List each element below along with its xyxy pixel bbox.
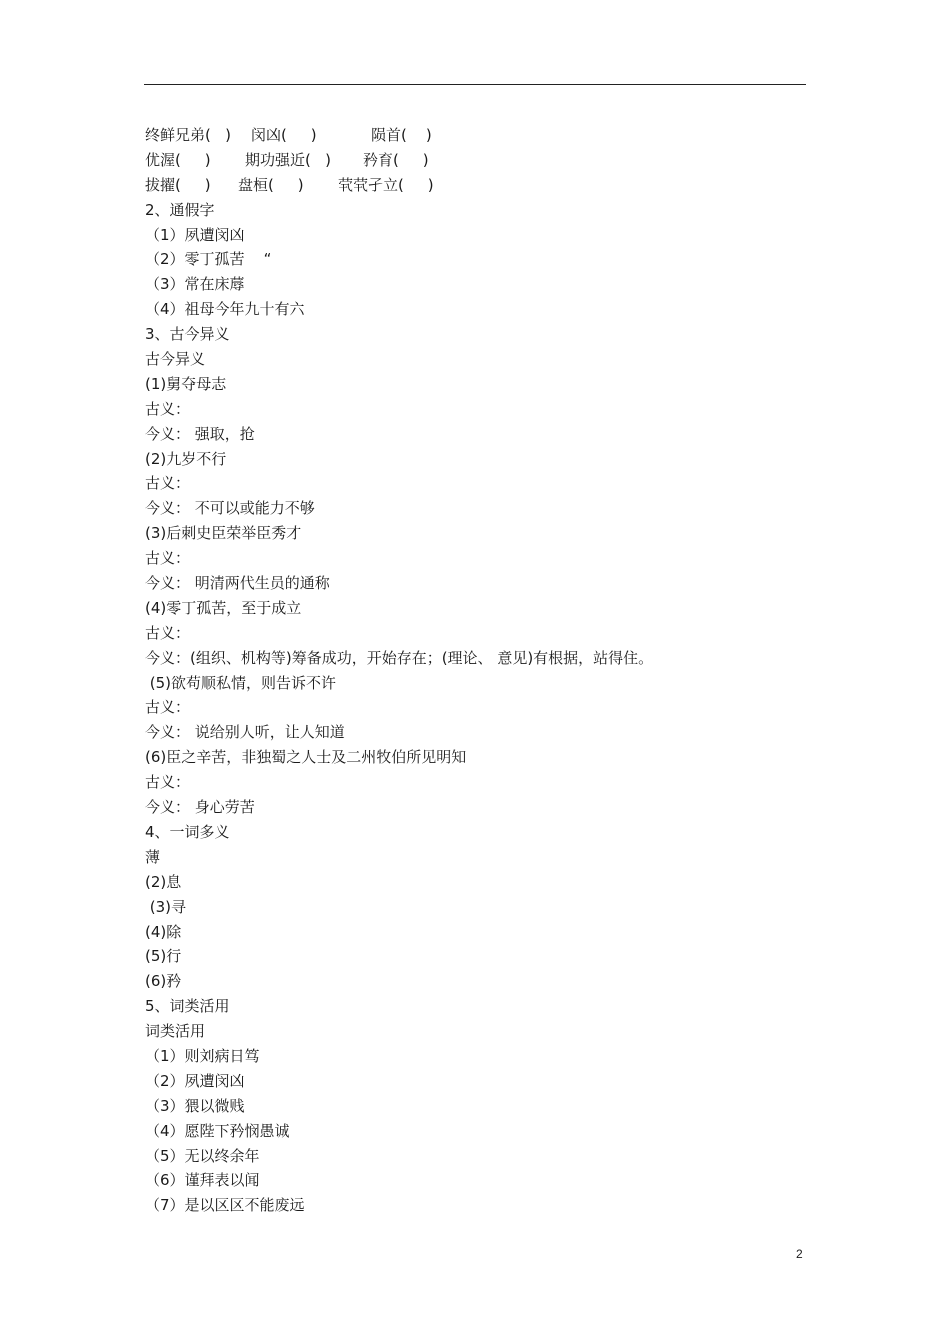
vocab-row [145, 123, 805, 148]
text-line: (3)寻 [145, 897, 187, 916]
vocab-item: 盘桓( ) [238, 175, 304, 194]
text-line: (4)除 [145, 922, 182, 941]
vocab-item: 陨首( ) [371, 126, 432, 144]
text-line: （3）常在床蓐 [145, 275, 245, 294]
section-heading: 3、古今异义 [145, 325, 230, 344]
text-line: (3)后刺史臣荣举臣秀才 [145, 524, 302, 543]
text-line: 今义： 明清两代生员的通称 [145, 574, 330, 593]
section-heading: 5、词类活用 [145, 997, 230, 1016]
text-line: (5)欲苟顺私情，则告诉不许 [145, 673, 337, 692]
text-line: (6)臣之辛苦，非独蜀之人士及二州牧伯所见明知 [145, 748, 467, 767]
text-line: （6）谨拜表以闻 [145, 1171, 260, 1190]
text-line: 古义： [145, 549, 191, 568]
text-line: 今义： 身心劳苦 [145, 798, 255, 817]
vocab-row [145, 173, 805, 198]
text-line: (5)行 [145, 947, 182, 966]
page-number: 2 [796, 1247, 803, 1261]
vocab-item: 终鲜兄弟( ) [145, 126, 232, 144]
text-line: （1）夙遭闵凶 [145, 225, 245, 244]
text-line: 古义： [145, 399, 191, 418]
text-line: 今义：(组织、机构等)筹备成功，开始存在；(理论、 意见)有根据，站得住。 [145, 648, 654, 667]
text-line: (2)息 [145, 872, 182, 891]
text-line: （4）愿陛下矜悯愚诚 [145, 1121, 290, 1140]
text-line: (1)舅夺母志 [145, 374, 227, 393]
subheading: 词类活用 [145, 1022, 206, 1041]
text-line: （1）则刘病日笃 [145, 1046, 260, 1065]
vocab-item: 矜育( ) [363, 150, 429, 169]
vocab-row [145, 148, 805, 173]
text-line: (6)矜 [145, 972, 182, 991]
section-heading: 4、一词多义 [145, 822, 230, 841]
text-line: （3）猥以微贱 [145, 1096, 245, 1115]
header-rule [144, 84, 806, 85]
text-line: (4)零丁孤苦，至于成立 [145, 598, 302, 617]
text-line: (2)九岁不行 [145, 449, 227, 468]
text-line: （4）祖母今年九十有六 [145, 300, 305, 319]
text-line: （2）夙遭闵凶 [145, 1071, 245, 1090]
subheading: 古今异义 [145, 350, 206, 369]
text-line: （7）是以区区不能废远 [145, 1196, 305, 1215]
text-line: 古义： [145, 474, 191, 493]
vocab-item: 期功强近( ) [245, 150, 332, 169]
text-line: 古义： [145, 698, 191, 717]
document-body [145, 123, 805, 1218]
vocab-item: 茕茕孑立( ) [338, 175, 434, 194]
text-line: 古义： [145, 623, 191, 642]
text-line: 今义： 说给别人听，让人知道 [145, 723, 345, 742]
text-line: （5）无以终余年 [145, 1146, 260, 1165]
vocab-item: 优渥( ) [145, 150, 211, 169]
text-line: 今义： 不可以或能力不够 [145, 499, 315, 518]
text-line: 薄 [145, 847, 161, 866]
vocab-item: 拔擢( ) [145, 175, 211, 194]
text-line: 古义： [145, 773, 191, 792]
text-line: （2）零丁孤苦 “ [145, 250, 272, 269]
text-line: 今义： 强取，抢 [145, 424, 255, 443]
section-heading: 2、通假字 [145, 200, 215, 219]
vocab-item: 闵凶( ) [251, 126, 317, 144]
